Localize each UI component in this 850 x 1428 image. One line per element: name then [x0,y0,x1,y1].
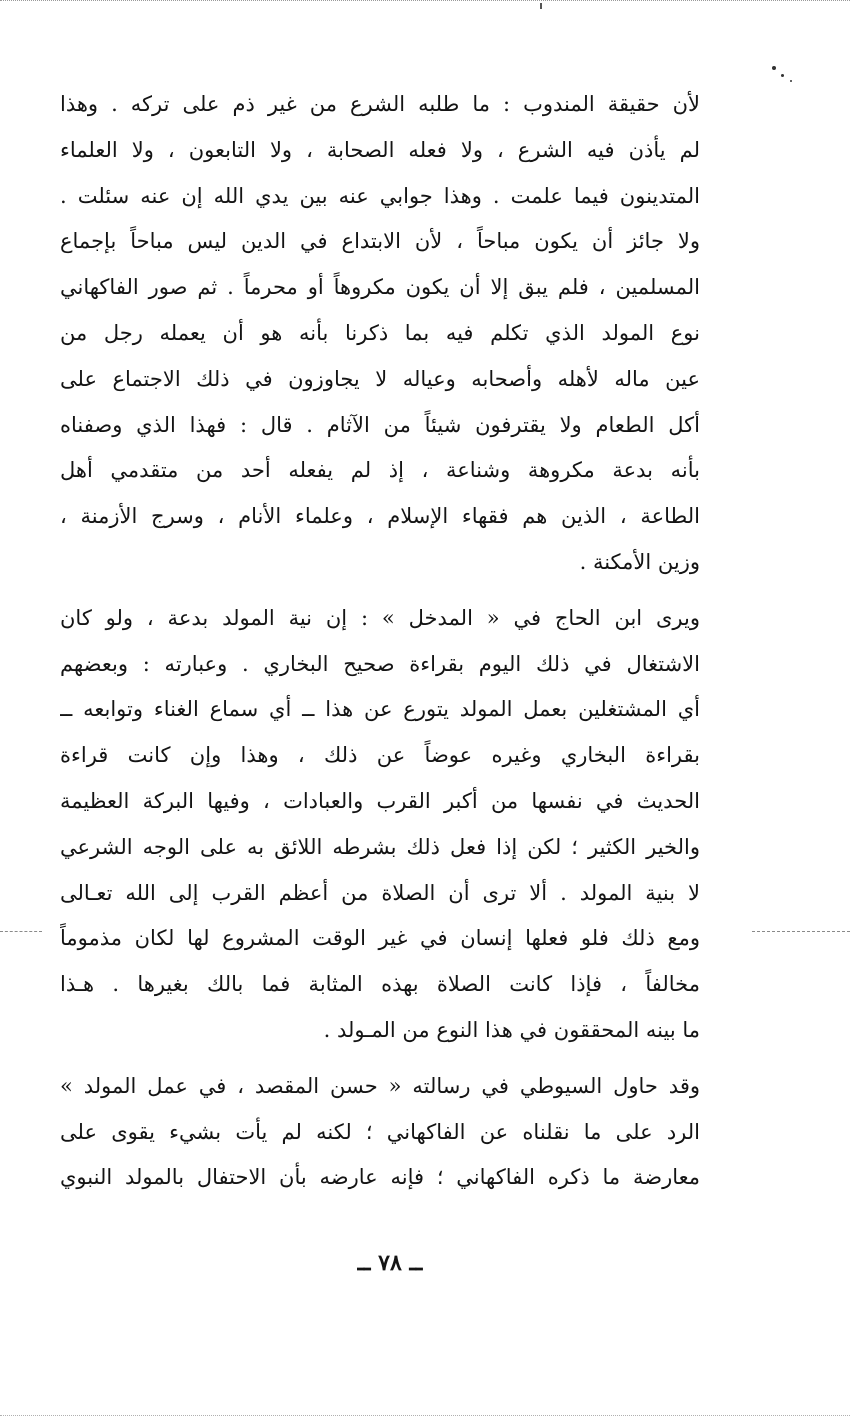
text-line: المسلمين ، فلم يبق إلا أن يكون مكروهاً أو محرماً . ثم صور الفاكهاني [60,275,700,300]
text-line: الطاعة ، الذين هم فقهاء الإسلام ، وعلماء الأنام ، وسرج الأزمنة ، [60,504,700,529]
paragraph-gap [60,1054,700,1064]
text-line: بأنه بدعة مكروهة وشناعة ، إذ لم يفعله أحد من متقدمي أهل [60,458,700,483]
scan-margin-mark-left [0,931,42,932]
paragraph-3 [60,1064,700,1201]
text-line: أي المشتغلين بعمل المولد يتورع عن هذا ــ أي سماع الغناء وتوابعه ــ [60,697,700,722]
paragraph-gap [60,586,700,596]
text-line: لأن حقيقة المندوب : ما طلبه الشرع من غير ذم على تركه . وهذا [60,92,700,116]
text-line: معارضة ما ذكره الفاكهاني ؛ فإنه عارضه بأن الاحتفال بالمولد النبوي [60,1165,700,1190]
text-line: والخير الكثير ؛ لكن إذا فعل ذلك بشرطه اللائق به على الوجه الشرعي [60,834,700,859]
scan-speck [781,74,784,77]
text-line: ولا جائز أن يكون مباحاً ، لأن الابتداع في الدين ليس مباحاً بإجماع [60,229,700,254]
page-number: ــ ٧٨ ــ [357,1250,423,1276]
text-line: وقد حاول السيوطي في رسالته « حسن المقصد ، في عمل المولد » [60,1073,700,1098]
page-body [60,82,700,1201]
text-line: لا بنية المولد . ألا ترى أن الصلاة من أعظم القرب إلى الله تعـالى [60,880,700,905]
scan-speck [790,80,792,82]
text-line: ومع ذلك فلو فعلها إنسان في غير الوقت المشروع لها لكان مذموماً [60,926,700,951]
text-line: الاشتغال في ذلك اليوم بقراءة صحيح البخاري . وعبارته : وبعضهم [60,651,700,676]
text-line: وزين الأمكنة . [579,549,700,574]
text-line: بقراءة البخاري وغيره عوضاً عن ذلك ، وهذا وإن كانت قراءة [60,743,700,768]
text-line: لم يأذن فيه الشرع ، ولا فعله الصحابة ، ولا التابعون ، ولا العلماء [60,137,700,162]
text-line: مخالفاً ، فإذا كانت الصلاة بهذه المثابة فما بالك بغيرها . هـذا [60,972,700,997]
text-line: نوع المولد الذي تكلم فيه بما ذكرنا بأنه هو أن يعمله رجل من [60,320,700,345]
text-line: ما بينه المحققون في هذا النوع من المـولد . [323,1017,700,1042]
scan-speck [772,66,776,70]
text-line: المتدينون فيما علمت . وهذا جوابي عنه بين يدي الله إن عنه سئلت . [60,183,700,208]
text-line: عين ماله لأهله وأصحابه وعياله لا يجاوزون في ذلك الاجتماع على [60,366,700,391]
scan-margin-mark-right [752,931,850,932]
text-line: الحديث في نفسها من أكبر القرب والعبادات ، وفيها البركة العظيمة [60,788,700,813]
paragraph-1 [60,82,700,586]
scan-top-edge [0,0,850,11]
text-line: ويرى ابن الحاج في « المدخل » : إن نية المولد بدعة ، ولو كان [60,605,700,630]
text-line: أكل الطعام ولا يقترفون شيئاً من الآثام . قال : فهذا الذي وصفناه [60,412,700,437]
paragraph-2 [60,596,700,1054]
text-line: الرد على ما نقلناه عن الفاكهاني ؛ لكنه لم يأت بشيء يقوى على [60,1119,700,1144]
scan-bottom-edge [0,1415,850,1416]
